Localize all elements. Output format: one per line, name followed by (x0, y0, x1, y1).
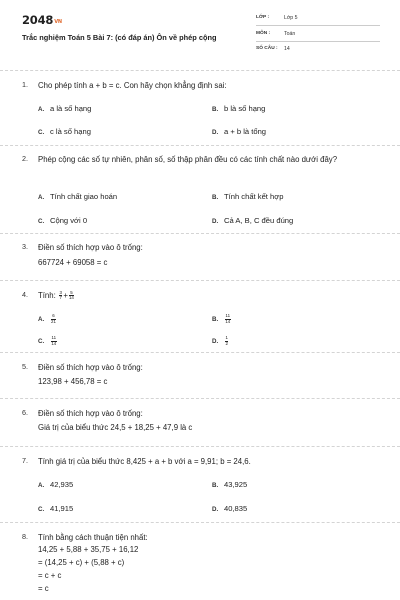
meta-value: Toán (284, 31, 296, 37)
option-letter: A. (38, 482, 45, 489)
option-c[interactable] (38, 504, 73, 513)
option-a[interactable] (38, 192, 117, 201)
option-text: 43,925 (224, 480, 248, 489)
option-letter: C. (38, 129, 45, 136)
option-d[interactable] (212, 127, 266, 136)
option-text: a là số hạng (50, 104, 92, 113)
question-number: 2. (22, 154, 28, 163)
option-letter: B. (212, 316, 219, 324)
page-title: Trắc nghiệm Toán 5 Bài 7: (có đáp án) Ôn về phép cộng (22, 33, 217, 42)
fraction (51, 314, 56, 324)
denominator: 14 (68, 295, 74, 301)
divider (0, 352, 400, 353)
question-label: Tính: (38, 291, 56, 300)
denominator: 2 (225, 340, 228, 346)
option-letter: D. (212, 506, 219, 513)
divider (0, 233, 400, 234)
meta-class-row (256, 12, 380, 26)
option-text: 40,835 (224, 504, 248, 513)
meta-label: SỐ CÂU : (256, 46, 278, 51)
option-text: Tính chất giao hoán (50, 192, 118, 201)
option-letter: B. (212, 106, 219, 113)
numerator: 6 (52, 313, 55, 318)
option-b[interactable] (212, 104, 265, 113)
fraction (225, 314, 231, 324)
meta-label: LỚP : (256, 15, 270, 20)
option-d[interactable] (212, 216, 293, 225)
question-number: 4. (22, 290, 28, 299)
option-d[interactable] (212, 336, 229, 346)
option-letter: A. (38, 194, 45, 201)
site-logo[interactable] (22, 13, 62, 27)
option-letter: B. (212, 194, 219, 201)
question-text: Phép cộng các số tự nhiên, phân số, số thập phân đều có các tính chất nào dưới đây? (38, 155, 338, 164)
option-letter: A. (38, 316, 45, 324)
question-number: 8. (22, 532, 28, 541)
expression-line: 14,25 + 5,88 + 35,75 + 16,12 (38, 545, 139, 554)
option-letter: A. (38, 106, 45, 113)
numerator: 11 (51, 335, 57, 340)
option-letter: D. (212, 218, 219, 225)
numerator: 11 (225, 313, 231, 318)
numerator: 5 (70, 289, 73, 295)
divider (0, 70, 400, 71)
question-number: 1. (22, 80, 28, 89)
question-number: 6. (22, 408, 28, 417)
option-a[interactable] (38, 104, 91, 113)
option-letter: B. (212, 482, 219, 489)
question-text: Điền số thích hợp vào ô trống: (38, 363, 143, 372)
meta-subject-row (256, 28, 380, 42)
option-text: c là số hạng (50, 127, 91, 136)
option-letter: D. (212, 338, 219, 346)
denominator: 7 (59, 295, 62, 301)
denominator: 14 (225, 318, 231, 324)
option-d[interactable] (212, 504, 247, 513)
divider (0, 446, 400, 447)
question-text: Cho phép tính a + b = c. Con hãy chọn khẳng định sai: (38, 81, 227, 90)
numerator: 3 (59, 289, 62, 295)
logo-text: 2048 (22, 13, 54, 27)
option-a[interactable] (38, 314, 57, 324)
option-text: a + b là tổng (224, 127, 267, 136)
question-text: Tính: $\frac{3}{7}$ + $\frac{5}{14}$ (38, 289, 74, 301)
option-c[interactable] (38, 216, 87, 225)
question-number: 7. (22, 456, 28, 465)
option-b[interactable] (212, 314, 232, 324)
option-text: Cộng với 0 (50, 216, 88, 225)
question-text: Điền số thích hợp vào ô trống: (38, 409, 143, 418)
meta-value: 14 (284, 46, 290, 52)
divider (0, 145, 400, 146)
option-c[interactable] (38, 336, 58, 346)
option-text: Tính chất kết hợp (224, 192, 284, 201)
fraction (51, 336, 57, 346)
question-number: 3. (22, 242, 28, 251)
divider (0, 398, 400, 399)
option-text: Cả A, B, C đều đúng (224, 216, 294, 225)
expression-line: 667724 + 69058 = c (38, 258, 108, 267)
option-c[interactable] (38, 127, 91, 136)
divider (0, 522, 400, 523)
meta-label: MÔN : (256, 31, 271, 36)
option-b[interactable] (212, 480, 247, 489)
denominator: 14 (51, 340, 57, 346)
logo-suffix: VN (54, 19, 62, 25)
expression-line: Giá trị của biểu thức 24,5 + 18,25 + 47,9 là c (38, 423, 193, 432)
question-text: Điền số thích hợp vào ô trống: (38, 243, 143, 252)
divider (0, 280, 400, 281)
meta-value: Lớp 5 (284, 15, 298, 21)
fraction (69, 291, 74, 301)
expression-line: = c + c (38, 571, 62, 580)
option-letter: D. (212, 129, 219, 136)
question-text: Tính giá trị của biểu thức 8,425 + a + b với a = 9,91; b = 24,6. (38, 457, 251, 466)
denominator: 21 (51, 318, 56, 324)
expression-line: = c (38, 584, 49, 593)
option-letter: C. (38, 218, 45, 225)
option-text: b là số hạng (224, 104, 266, 113)
expression-line: = (14,25 + c) + (5,88 + c) (38, 558, 125, 567)
option-text: 42,935 (50, 480, 74, 489)
question-text: Tính bằng cách thuận tiện nhất: (38, 533, 148, 542)
option-a[interactable] (38, 480, 73, 489)
option-letter: C. (38, 338, 45, 346)
meta-count-row (256, 43, 380, 57)
option-text: 41,915 (50, 504, 74, 513)
expression-line: 123,98 + 456,78 = c (38, 377, 108, 386)
option-letter: C. (38, 506, 45, 513)
fraction (59, 291, 62, 301)
question-number: 5. (22, 362, 28, 371)
fraction (225, 336, 228, 346)
option-b[interactable] (212, 192, 283, 201)
page-header (0, 0, 400, 58)
numerator: 1 (225, 335, 228, 340)
